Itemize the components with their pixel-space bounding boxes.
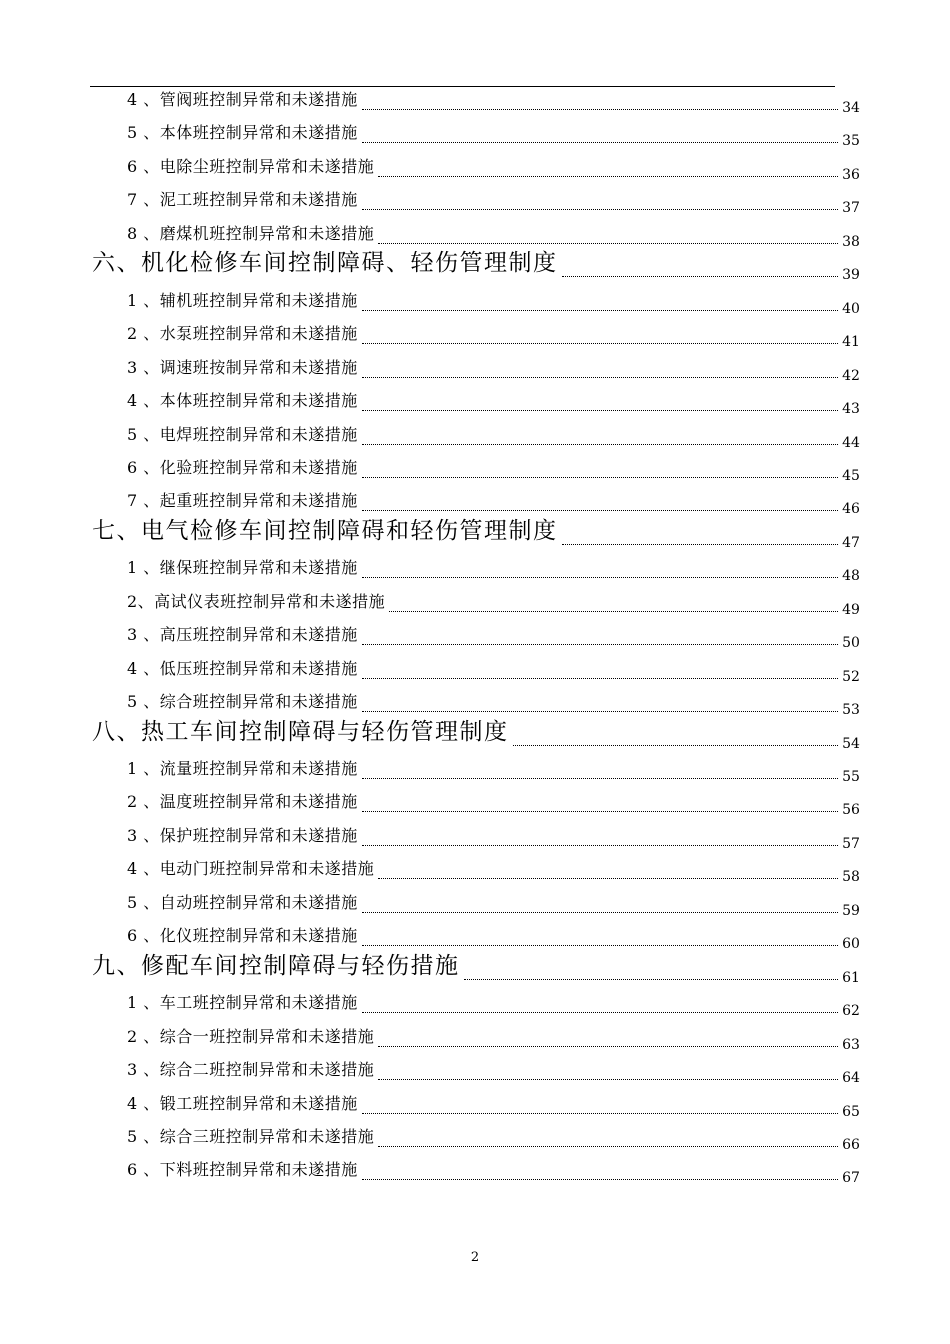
toc-entry-page-number: 36: [842, 166, 860, 183]
toc-leader-dots: [362, 678, 838, 679]
toc-leader-dots: [362, 310, 838, 311]
toc-leader-dots: [362, 778, 838, 779]
toc-entry-page-number: 35: [842, 133, 860, 150]
toc-entry-page-number: 42: [842, 367, 860, 384]
toc-entry-label: 3 、高压班控制异常和未遂措施: [127, 625, 358, 645]
toc-leader-dots: [389, 611, 838, 612]
toc-leader-dots: [362, 209, 838, 210]
toc-subsection-entry[interactable]: [127, 853, 872, 887]
toc-leader-dots: [562, 544, 839, 545]
toc-subsection-entry[interactable]: [127, 786, 872, 820]
toc-entry-label: 6 、化仪班控制异常和未遂措施: [127, 926, 358, 946]
toc-leader-dots: [362, 1179, 838, 1180]
toc-subsection-entry[interactable]: [127, 586, 872, 620]
toc-section-entry[interactable]: [92, 519, 872, 553]
toc-entry-label: 5 、综合班控制异常和未遂措施: [127, 692, 358, 712]
toc-subsection-entry[interactable]: [127, 753, 872, 787]
toc-leader-dots: [378, 878, 838, 879]
toc-entry-page-number: 66: [842, 1136, 860, 1153]
toc-entry-page-number: 44: [842, 434, 860, 451]
toc-leader-dots: [362, 577, 838, 578]
toc-entry-page-number: 48: [842, 568, 860, 585]
toc-entry-page-number: 58: [842, 869, 860, 886]
toc-entry-label: 2、高试仪表班控制异常和未遂措施: [127, 591, 386, 611]
toc-leader-dots: [362, 109, 838, 110]
toc-entry-page-number: 38: [842, 233, 860, 250]
toc-entry-label: 4 、管阀班控制异常和未遂措施: [127, 90, 358, 109]
toc-entry-page-number: 54: [842, 735, 860, 752]
toc-entry-label: 7 、起重班控制异常和未遂措施: [127, 491, 358, 511]
toc-entry-label: 6 、下料班控制异常和未遂措施: [127, 1160, 358, 1180]
toc-subsection-entry[interactable]: [127, 84, 872, 118]
toc-entry-label: 7 、泥工班控制异常和未遂措施: [127, 190, 358, 210]
toc-leader-dots: [562, 276, 839, 277]
toc-entry-label: 1 、辅机班控制异常和未遂措施: [127, 290, 358, 310]
toc-entry-label: 1 、流量班控制异常和未遂措施: [127, 759, 358, 778]
toc-entry-label: 1 、继保班控制异常和未遂措施: [127, 558, 358, 578]
toc-entry-page-number: 52: [842, 668, 860, 685]
toc-subsection-entry[interactable]: [127, 318, 872, 352]
toc-leader-dots: [464, 979, 839, 980]
toc-entry-page-number: 34: [842, 100, 860, 116]
toc-entry-label: 2 、水泵班控制异常和未遂措施: [127, 324, 358, 344]
toc-leader-dots: [513, 745, 839, 746]
toc-entry-label: 5 、电焊班控制异常和未遂措施: [127, 424, 358, 444]
toc-entry-page-number: 50: [842, 635, 860, 652]
toc-entry-page-number: 60: [842, 936, 860, 953]
toc-subsection-entry[interactable]: [127, 452, 872, 486]
toc-leader-dots: [362, 444, 838, 445]
toc-entry-page-number: 61: [842, 969, 860, 986]
toc-subsection-entry[interactable]: [127, 987, 872, 1021]
toc-entry-page-number: 57: [842, 835, 860, 852]
toc-entry-label: 8 、磨煤机班控制异常和未遂措施: [127, 223, 375, 243]
toc-entry-label: 3 、综合二班控制异常和未遂措施: [127, 1060, 375, 1080]
toc-subsection-entry[interactable]: [127, 151, 872, 185]
toc-subsection-entry[interactable]: [127, 619, 872, 653]
toc-entry-label: 4 、锻工班控制异常和未遂措施: [127, 1093, 358, 1113]
toc-subsection-entry[interactable]: [127, 1088, 872, 1122]
toc-entry-page-number: 49: [842, 601, 860, 618]
toc-subsection-entry[interactable]: [127, 285, 872, 319]
toc-entry-label: 六、机化检修车间控制障碍、轻伤管理制度: [92, 250, 558, 277]
toc-subsection-entry[interactable]: [127, 552, 872, 586]
toc-leader-dots: [378, 1146, 838, 1147]
toc-leader-dots: [362, 1113, 838, 1114]
toc-subsection-entry[interactable]: [127, 653, 872, 687]
toc-subsection-entry[interactable]: [127, 820, 872, 854]
toc-entry-label: 九、修配车间控制障碍与轻伤措施: [92, 952, 460, 979]
toc-entry-page-number: 40: [842, 300, 860, 317]
toc-entry-page-number: 67: [842, 1170, 860, 1187]
toc-entry-page-number: 43: [842, 401, 860, 418]
toc-entry-label: 七、电气检修车间控制障碍和轻伤管理制度: [92, 517, 558, 544]
toc-subsection-entry[interactable]: [127, 352, 872, 386]
toc-entry-page-number: 53: [842, 702, 860, 719]
toc-entry-label: 4 、本体班控制异常和未遂措施: [127, 391, 358, 411]
toc-leader-dots: [362, 845, 838, 846]
toc-entry-page-number: 64: [842, 1070, 860, 1087]
toc-entry-page-number: 59: [842, 902, 860, 919]
toc-entry-label: 3 、保护班控制异常和未遂措施: [127, 825, 358, 845]
toc-subsection-entry[interactable]: [127, 419, 872, 453]
toc-entry-label: 6 、化验班控制异常和未遂措施: [127, 457, 358, 477]
toc-leader-dots: [362, 477, 838, 478]
toc-entry-page-number: 62: [842, 1003, 860, 1020]
toc-leader-dots: [362, 377, 838, 378]
toc-entry-page-number: 65: [842, 1103, 860, 1120]
toc-subsection-entry[interactable]: [127, 1121, 872, 1155]
toc-entry-page-number: 46: [842, 501, 860, 518]
toc-entry-label: 5 、自动班控制异常和未遂措施: [127, 892, 358, 912]
toc-entry-label: 2 、综合一班控制异常和未遂措施: [127, 1026, 375, 1046]
toc-entry-label: 1 、车工班控制异常和未遂措施: [127, 993, 358, 1013]
toc-entry-label: 2 、温度班控制异常和未遂措施: [127, 792, 358, 812]
toc-leader-dots: [362, 644, 838, 645]
toc-section-entry[interactable]: [92, 251, 872, 285]
toc-entry-page-number: 45: [842, 467, 860, 484]
toc-entry-page-number: 63: [842, 1036, 860, 1053]
toc-leader-dots: [378, 176, 838, 177]
toc-entry-page-number: 55: [842, 769, 860, 785]
toc-entry-label: 4 、低压班控制异常和未遂措施: [127, 658, 358, 678]
toc-entry-label: 5 、本体班控制异常和未遂措施: [127, 123, 358, 143]
toc-subsection-entry[interactable]: [127, 1021, 872, 1055]
toc-entry-page-number: 39: [842, 267, 860, 284]
footer-page-number: 2: [470, 1250, 480, 1265]
toc-leader-dots: [362, 142, 838, 143]
toc-leader-dots: [362, 1012, 838, 1013]
toc-leader-dots: [378, 1046, 838, 1047]
toc-entry-label: 3 、调速班按制异常和未遂措施: [127, 357, 358, 377]
toc-subsection-entry[interactable]: [127, 1154, 872, 1188]
toc-section-entry[interactable]: [92, 720, 872, 754]
toc-entry-page-number: 47: [842, 534, 860, 551]
toc-leader-dots: [362, 912, 838, 913]
toc-leader-dots: [362, 410, 838, 411]
toc-entry-label: 八、热工车间控制障碍与轻伤管理制度: [92, 718, 509, 745]
toc-entry-page-number: 56: [842, 802, 860, 819]
toc-entry-page-number: 41: [842, 334, 860, 351]
toc-leader-dots: [362, 811, 838, 812]
toc-subsection-entry[interactable]: [127, 184, 872, 218]
toc-entry-label: 4 、电动门班控制异常和未遂措施: [127, 859, 375, 879]
toc-entry-label: 6 、电除尘班控制异常和未遂措施: [127, 156, 375, 176]
toc-entry-page-number: 37: [842, 200, 860, 217]
toc-subsection-entry[interactable]: [127, 385, 872, 419]
toc-subsection-entry[interactable]: [127, 117, 872, 151]
toc-leader-dots: [362, 343, 838, 344]
toc-entry-label: 5 、综合三班控制异常和未遂措施: [127, 1126, 375, 1146]
toc-subsection-entry[interactable]: [127, 887, 872, 921]
toc-section-entry[interactable]: [92, 954, 872, 988]
toc-leader-dots: [378, 1079, 838, 1080]
toc-subsection-entry[interactable]: [127, 1054, 872, 1088]
